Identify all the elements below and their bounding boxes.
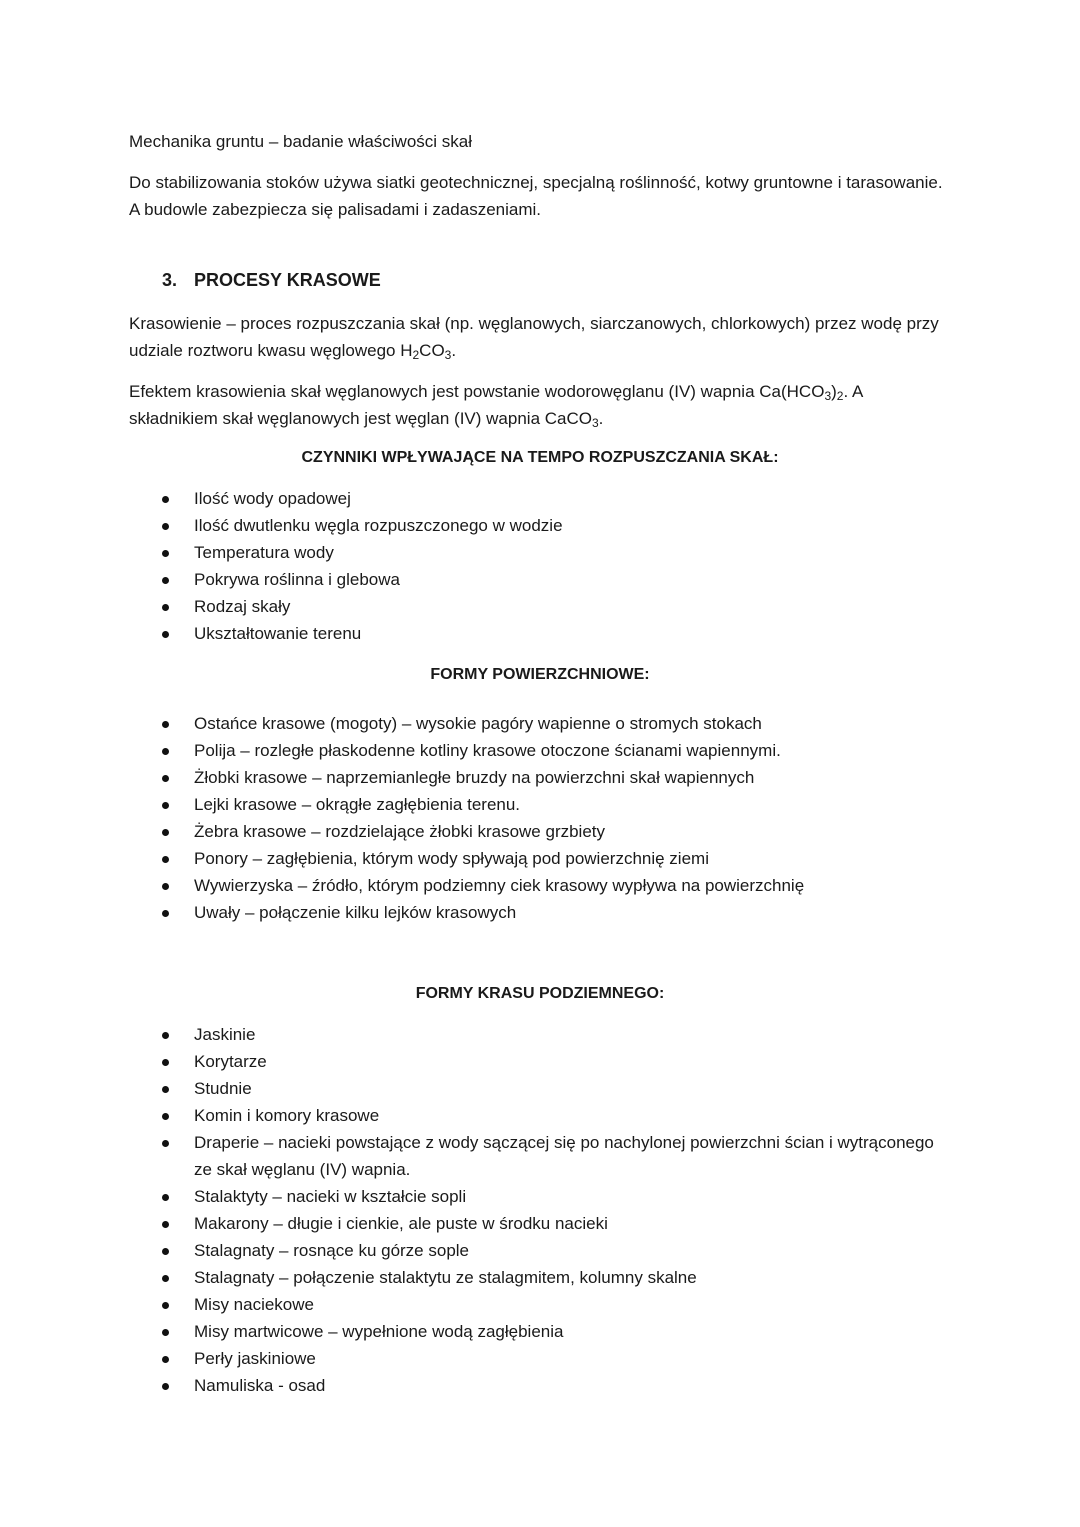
list-item: Makarony – długie i cienkie, ale puste w środku nacieki (129, 1210, 951, 1237)
list-item: Stalagnaty – połączenie stalaktytu ze stalagmitem, kolumny skalne (129, 1264, 951, 1291)
effect-text-d: . (598, 409, 604, 428)
effect-subscript-c: 3 (591, 416, 599, 430)
intro-line-1: Mechanika gruntu – badanie właściwości skał (129, 132, 473, 151)
list-item: Perły jaskiniowe (129, 1345, 951, 1372)
section-title: PROCESY KRASOWE (194, 270, 381, 290)
list-item: Rodzaj skały (129, 593, 951, 620)
definition-subscript-b: 3 (444, 348, 452, 362)
surface-forms-list (129, 710, 951, 926)
definition-text-c: . (451, 341, 457, 360)
page-content (129, 128, 951, 1399)
effect-text-b: ) (831, 382, 837, 401)
list-item: Stalagnaty – rosnące ku górze sople (129, 1237, 951, 1264)
underground-forms-heading: FORMY KRASU PODZIEMNEGO: (415, 985, 665, 1002)
list-item: Namuliska - osad (129, 1372, 951, 1399)
list-item: Ukształtowanie terenu (129, 620, 951, 647)
factors-heading: CZYNNIKI WPŁYWAJĄCE NA TEMPO ROZPUSZCZANIA SKAŁ: (301, 449, 779, 466)
intro-line-2: Do stabilizowania stoków używa siatki geotechnicznej, specjalną roślinność, kotwy gruntowne i tarasowanie. A budowle zabezpiecza się palisadami i zadaszeniami. (129, 173, 943, 219)
list-item: Wywierzyska – źródło, którym podziemny ciek krasowy wypływa na powierzchnię (129, 872, 951, 899)
list-item: Temperatura wody (129, 539, 951, 566)
list-item: Stalaktyty – nacieki w kształcie sopli (129, 1183, 951, 1210)
list-item: Żłobki krasowe – naprzemianległe bruzdy na powierzchni skał wapiennych (129, 764, 951, 791)
factors-list (129, 485, 951, 647)
list-item: Ponory – zagłębienia, którym wody spływają pod powierzchnię ziemi (129, 845, 951, 872)
effect-text-a: Efektem krasowienia skał węglanowych jest powstanie wodorowęglanu (IV) wapnia Ca(HCO (129, 382, 825, 401)
list-item: Misy martwicowe – wypełnione wodą zagłębienia (129, 1318, 951, 1345)
effect-subscript-a: 3 (824, 389, 832, 403)
list-item: Uwały – połączenie kilku lejków krasowych (129, 899, 951, 926)
definition-text-b: CO (419, 341, 445, 360)
list-item: Ostańce krasowe (mogoty) – wysokie pagóry wapienne o stromych stokach (129, 710, 951, 737)
underground-forms-list (129, 1021, 951, 1399)
list-item: Korytarze (129, 1048, 951, 1075)
effect-paragraph (129, 378, 951, 432)
surface-forms-heading: FORMY POWIERZCHNIOWE: (430, 666, 650, 683)
list-item: Draperie – nacieki powstające z wody sączącej się po nachylonej powierzchni ścian i wytrąconego ze skał węglanu (IV) wapnia. (129, 1129, 951, 1183)
list-item: Ilość wody opadowej (129, 485, 951, 512)
list-item: Misy naciekowe (129, 1291, 951, 1318)
section-heading (162, 267, 951, 294)
definition-paragraph (129, 310, 951, 364)
effect-subscript-b: 2 (836, 389, 844, 403)
section-number: 3. (162, 270, 178, 290)
list-item: Studnie (129, 1075, 951, 1102)
definition-text-a: Krasowienie – proces rozpuszczania skał (np. węglanowych, siarczanowych, chlorkowych) przez wodę przy udziale roztworu kwasu węglowego H (129, 314, 939, 360)
effect-text-c: . A składnikiem skał węglanowych jest węglan (IV) wapnia CaCO (129, 382, 863, 428)
list-item: Lejki krasowe – okrągłe zagłębienia terenu. (129, 791, 951, 818)
list-item: Pokrywa roślinna i glebowa (129, 566, 951, 593)
list-item: Polija – rozległe płaskodenne kotliny krasowe otoczone ścianami wapiennymi. (129, 737, 951, 764)
list-item: Ilość dwutlenku węgla rozpuszczonego w wodzie (129, 512, 951, 539)
definition-subscript-a: 2 (412, 348, 420, 362)
list-item: Jaskinie (129, 1021, 951, 1048)
list-item: Komin i komory krasowe (129, 1102, 951, 1129)
list-item: Żebra krasowe – rozdzielające żłobki krasowe grzbiety (129, 818, 951, 845)
